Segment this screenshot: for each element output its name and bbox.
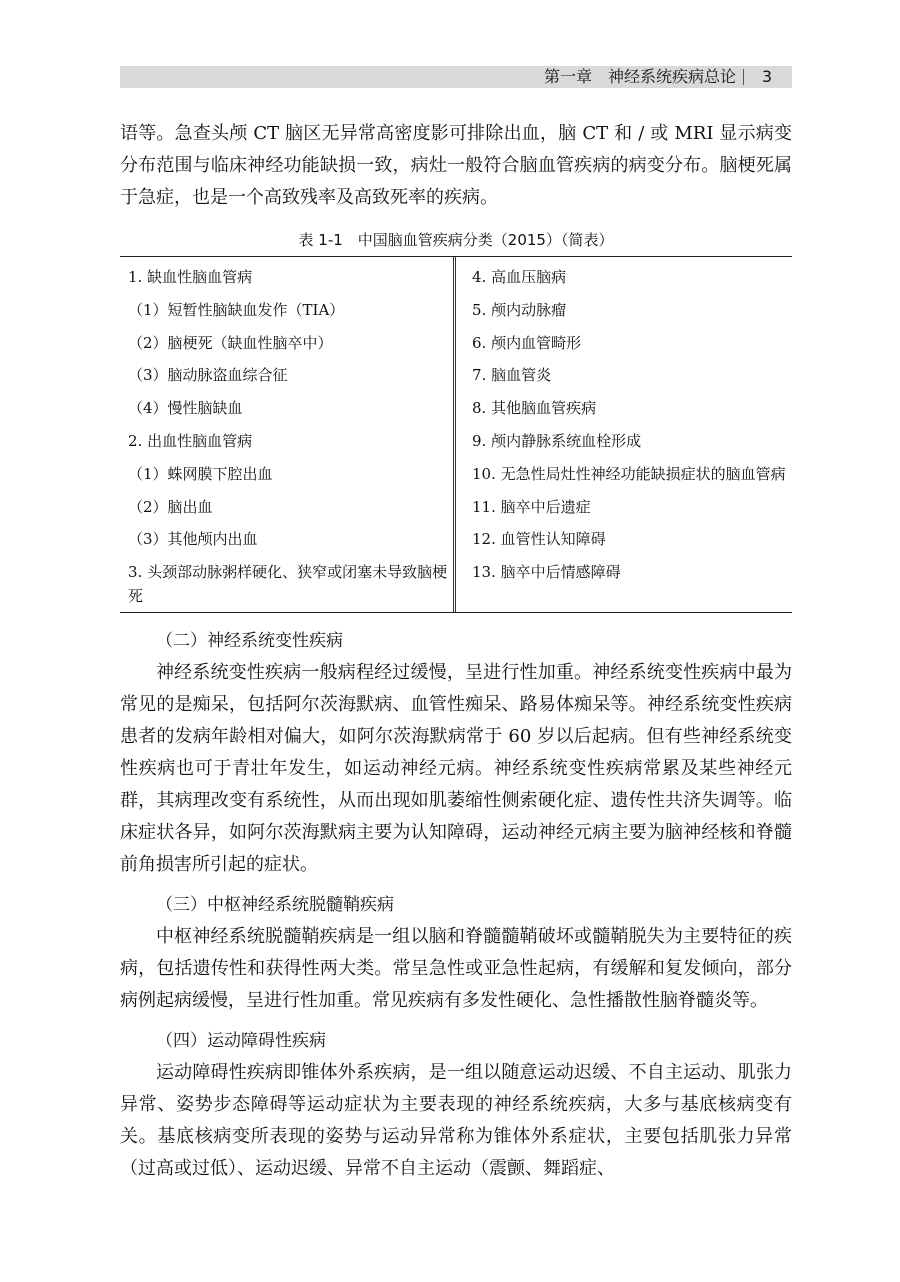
page-body xyxy=(120,118,792,1185)
table-cell: 9. 颅内静脉系统血栓形成 xyxy=(472,431,642,450)
table-cell: （3）其他颅内出血 xyxy=(128,530,258,549)
table-cell: （4）慢性脑缺血 xyxy=(128,399,243,418)
table-left-column xyxy=(120,257,456,612)
section-heading-demyelinating: （三）中枢神经系统脱髓鞘疾病 xyxy=(156,895,394,916)
table-cell: 7. 脑血管炎 xyxy=(472,366,552,385)
chapter-title: 第一章 神经系统疾病总论 xyxy=(543,67,736,86)
section-body-degenerative: 神经系统变性疾病一般病程经过缓慢，呈进行性加重。神经系统变性疾病中最为常见的是痴呆，包括阿尔茨海默病、血管性痴呆、路易体痴呆等。神经系统变性疾病患者的发病年龄相对偏大，如阿尔茨海默病常于 60 岁以后起病。但有些神经系统变性疾病也可于青壮年发生，如运动神经元病。神经系统变性疾病常累及某些神经元群，其病理改变有系统性，从而出现如肌萎缩性侧索硬化症、遗传性共济失调等。临床症状各异，如阿尔茨海默病主要为认知障碍，运动神经元病主要为脑神经核和脊髓前角损害所引起的症状。 xyxy=(120,662,792,876)
section-body-demyelinating: 中枢神经系统脱髓鞘疾病是一组以脑和脊髓髓鞘破坏或髓鞘脱失为主要特征的疾病，包括遗传性和获得性两大类。常呈急性或亚急性起病，有缓解和复发倾向，部分病例起病缓慢，呈进行性加重。常见疾病有多发性硬化、急性播散性脑脊髓炎等。 xyxy=(120,926,792,1012)
table-cell: （3）脑动脉盗血综合征 xyxy=(128,366,288,385)
running-header xyxy=(120,66,792,88)
section-heading-degenerative: （二）神经系统变性疾病 xyxy=(156,631,343,652)
section-body-movement: 运动障碍性疾病即锥体外系疾病，是一组以随意运动迟缓、不自主运动、肌张力异常、姿势步态障碍等运动症状为主要表现的神经系统疾病，大多与基底核病变有关。基底核病变所表现的姿势与运动异常称为锥体外系症状，主要包括肌张力异常（过高或过低）、运动迟缓、异常不自主运动（震颤、舞蹈症、 xyxy=(120,1062,792,1180)
table-cell: （1）蛛网膜下腔出血 xyxy=(128,464,273,483)
classification-table xyxy=(120,256,792,613)
page-number: 3 xyxy=(761,67,772,86)
table-cell: 12. 血管性认知障碍 xyxy=(472,530,606,549)
table-cell: （2）脑出血 xyxy=(128,497,213,516)
table-cell: 13. 脑卒中后情感障碍 xyxy=(472,563,621,582)
table-cell: 2. 出血性脑血管病 xyxy=(128,431,253,450)
table-cell: （1）短暂性脑缺血发作（TIA） xyxy=(128,300,345,319)
table-cell: 3. 头颈部动脉粥样硬化、狭窄或闭塞未导致脑梗死 xyxy=(128,563,448,606)
table-cell: 8. 其他脑血管疾病 xyxy=(472,399,597,418)
table-right-column xyxy=(456,257,792,612)
section-heading-movement: （四）运动障碍性疾病 xyxy=(156,1031,326,1052)
table-cell: 5. 颅内动脉瘤 xyxy=(472,300,567,319)
intro-paragraph: 语等。急查头颅 CT 脑区无异常高密度影可排除出血，脑 CT 和 / 或 MRI 显示病变分布范围与临床神经功能缺损一致，病灶一般符合脑血管疾病的病变分布。脑梗死属于急症，也是一个高致残率及高致死率的疾病。 xyxy=(120,123,792,208)
header-divider xyxy=(743,69,744,85)
table-cell: 1. 缺血性脑血管病 xyxy=(128,268,253,286)
table-cell: 11. 脑卒中后遗症 xyxy=(472,497,591,516)
table-cell: 10. 无急性局灶性神经功能缺损症状的脑血管病 xyxy=(472,464,786,483)
table-cell: 4. 高血压脑病 xyxy=(472,268,567,286)
table-cell: （2）脑梗死（缺血性脑卒中） xyxy=(128,333,333,352)
table-title: 表 1-1 中国脑血管疾病分类（2015）（简表） xyxy=(298,231,614,249)
table-cell: 6. 颅内血管畸形 xyxy=(472,333,582,352)
